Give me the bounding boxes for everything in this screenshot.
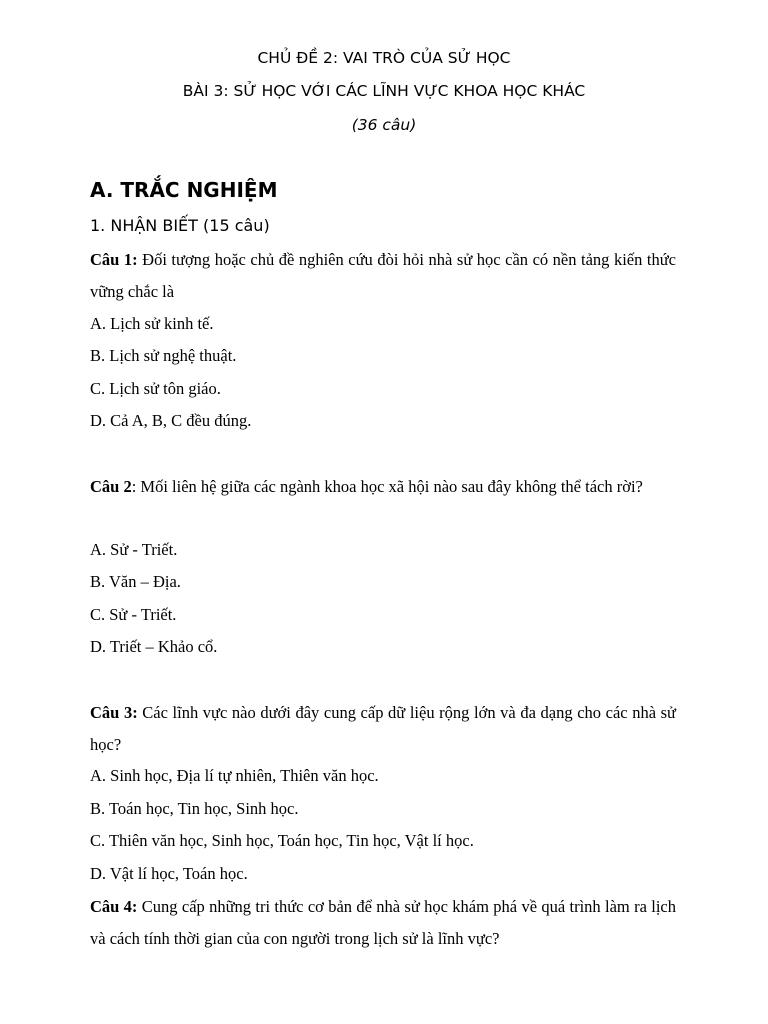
question-2-label: Câu 2: [90, 477, 132, 496]
question-2-option-b: B. Văn – Địa.: [90, 572, 181, 591]
question-1: [90, 244, 676, 308]
question-3-label: Câu 3:: [90, 703, 138, 722]
question-3-option-b: B. Toán học, Tin học, Sinh học.: [90, 799, 299, 818]
question-1-option-a: A. Lịch sử kinh tế.: [90, 314, 214, 333]
question-4: [90, 891, 676, 955]
question-3-option-d: D. Vật lí học, Toán học.: [90, 864, 248, 883]
topic-title: CHỦ ĐỀ 2: VAI TRÒ CỦA SỬ HỌC: [257, 49, 511, 67]
question-2: [90, 471, 676, 503]
question-1-label: Câu 1:: [90, 250, 138, 269]
question-4-label: Câu 4:: [90, 897, 138, 916]
question-3-option-a: A. Sinh học, Địa lí tự nhiên, Thiên văn học.: [90, 766, 379, 785]
question-2-option-a: A. Sử - Triết.: [90, 540, 178, 559]
question-1-option-d: D. Cả A, B, C đều đúng.: [90, 411, 252, 430]
question-4-text: Cung cấp những tri thức cơ bản để nhà sử học khám phá về quá trình làm ra lịch và cách tính thời gian của con người trong lịch sử là lĩnh vực?: [90, 897, 676, 948]
question-3: [90, 697, 676, 761]
question-count: (36 câu): [351, 116, 417, 134]
question-1-text: Đối tượng hoặc chủ đề nghiên cứu đòi hỏi nhà sử học cần có nền tảng kiến thức vững chắc là: [90, 250, 676, 301]
question-1-option-b: B. Lịch sử nghệ thuật.: [90, 346, 237, 365]
section-heading: A. TRẮC NGHIỆM: [90, 178, 278, 202]
question-3-text: Các lĩnh vực nào dưới đây cung cấp dữ liệu rộng lớn và đa dạng cho các nhà sử học?: [90, 703, 676, 754]
lesson-title: BÀI 3: SỬ HỌC VỚI CÁC LĨNH VỰC KHOA HỌC KHÁC: [182, 82, 586, 100]
question-2-text: : Mối liên hệ giữa các ngành khoa học xã hội nào sau đây không thể tách rời?: [131, 477, 643, 496]
question-2-option-c: C. Sử - Triết.: [90, 605, 177, 624]
question-1-option-c: C. Lịch sử tôn giáo.: [90, 379, 221, 398]
section-subheading: 1. NHẬN BIẾT (15 câu): [90, 216, 270, 235]
question-3-option-c: C. Thiên văn học, Sinh học, Toán học, Tin học, Vật lí học.: [90, 831, 474, 850]
question-2-option-d: D. Triết – Khảo cổ.: [90, 637, 218, 656]
